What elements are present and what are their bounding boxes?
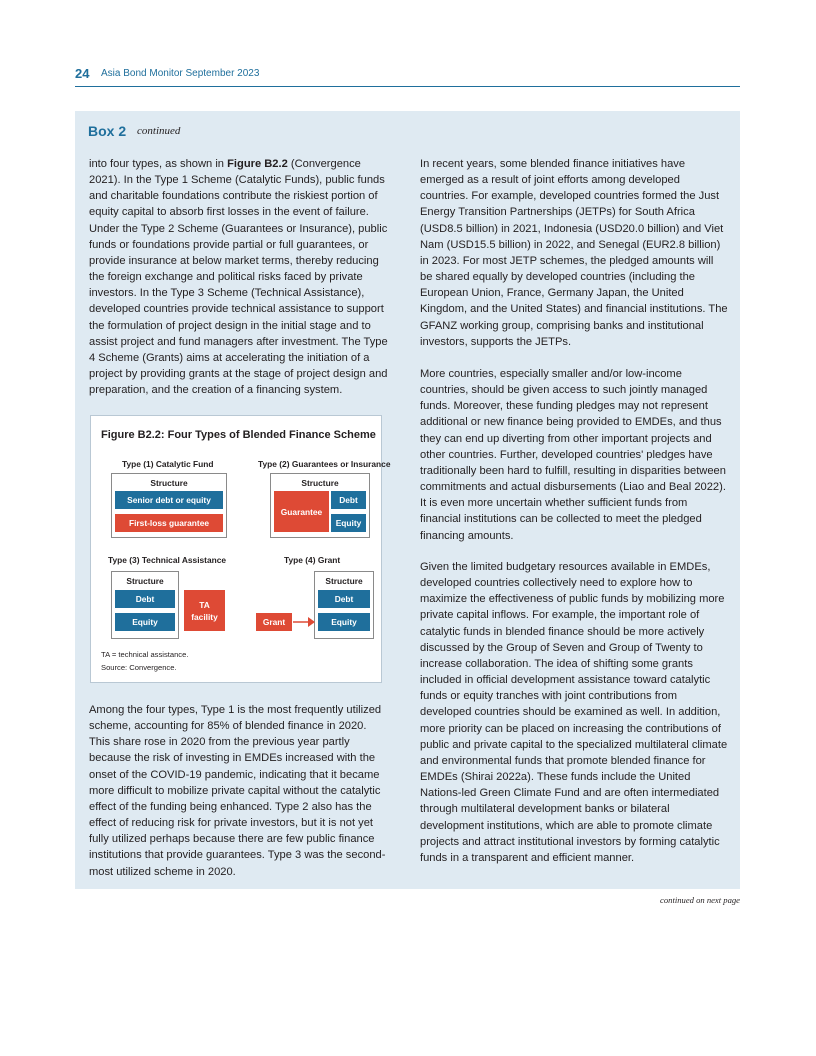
ta-line-2: facility bbox=[191, 611, 218, 622]
left-paragraph-1 bbox=[89, 156, 389, 398]
type4-grant-block: Grant bbox=[256, 613, 292, 631]
type2-equity-block: Equity bbox=[331, 514, 366, 532]
figure-title: Figure B2.2: Four Types of Blended Finance Scheme bbox=[101, 429, 376, 441]
type2-guarantee-block: Guarantee bbox=[274, 491, 329, 532]
page-header bbox=[75, 66, 740, 87]
type3-ta-facility-block bbox=[184, 590, 225, 631]
type3-equity-block: Equity bbox=[115, 613, 175, 631]
figure-note: TA = technical assistance. bbox=[101, 650, 189, 659]
type2-structure-label: Structure bbox=[301, 478, 339, 488]
paragraph-run: into four types, as shown in bbox=[89, 158, 228, 170]
type4-debt-block: Debt bbox=[318, 590, 370, 608]
type4-structure-label: Structure bbox=[325, 576, 363, 586]
right-paragraph-2: More countries, especially smaller and/or low-income countries, should be given access to such jointly managed funds. Moreover, these funding pledges may not represent additional or new finance being provided to EMDEs, and thus they can end up diverting from other important projects and other countries. Further, developed countries' pledges have traditionally been hard to fulfill, resulting in disparities between commitments and actual disbursements (Liao and Beal 2022). It is even more uncertain whether sufficient funds from financial institutions can be collected to meet the pledged financing amounts. bbox=[420, 368, 726, 542]
publication-title: Asia Bond Monitor September 2023 bbox=[101, 68, 260, 79]
type2-debt-block: Debt bbox=[331, 491, 366, 509]
box-2-panel bbox=[75, 111, 740, 889]
type1-structure-label: Structure bbox=[150, 478, 188, 488]
box-continued-label: continued bbox=[137, 125, 181, 137]
figure-reference: Figure B2.2 bbox=[227, 158, 288, 170]
type3-structure-label: Structure bbox=[126, 576, 164, 586]
paragraph-run: (Convergence 2021). In the Type 1 Scheme (Catalytic Funds), public funds and charitable foundations contribute the riskiest portion of equity capital to absorb first losses in the event of failure. Under the Type 2 Scheme (Guarantees or Insurance), public funds or foundations provide partial or full guarantees, or provide insurance at below market terms, thereby reducing the foreign exchange and political risks faced by private investors. In the Type 3 Scheme (Technical Assistance), developed countries provide technical assistance to support the formulation of project design in the initial stage and to assist project and fund managers after investment. The Type 4 Scheme (Grants) aims at accelerating the initiation of a project by providing grants at the stage of project design and preparation, and the creation of a financing system. bbox=[89, 158, 388, 397]
type3-debt-block: Debt bbox=[115, 590, 175, 608]
type2-title: Type (2) Guarantees or Insurance bbox=[258, 459, 391, 469]
right-paragraph-3: Given the limited budgetary resources available in EMDEs, developed countries collectively need to explore how to maximize the effectiveness of public funds by mobilizing more private capital inflows. For example, the important role of catalytic funds in blended finance should be more actively discussed by the Group of Seven and Group of Twenty to increase collaboration. The idea of shifting some grants included in official development assistance toward catalytic funds or equity tranches with joint contributions from developed countries should be examined as well. In addition, more priority can be placed on increasing the contributions of public and private capital to the specialized multilateral climate and environmental funds that promote blended finance for EMDEs (Shirai 2022a). These funds include the United Nations-led Green Climate Fund and are often intermediated through multilateral development banks or bilateral development institutions, which are able to promote climate projects and attract institutional investors by forming catalytic funds in a transparent and efficient manner. bbox=[420, 561, 728, 864]
box-label: Box 2 bbox=[88, 123, 127, 139]
ta-line-1: TA bbox=[199, 599, 210, 610]
type4-equity-block: Equity bbox=[318, 613, 370, 631]
arrow-right-icon bbox=[292, 616, 316, 628]
type1-senior-block: Senior debt or equity bbox=[115, 491, 223, 509]
type1-title: Type (1) Catalytic Fund bbox=[122, 459, 214, 469]
type3-title: Type (3) Technical Assistance bbox=[108, 555, 227, 565]
figure-source: Source: Convergence. bbox=[101, 663, 177, 672]
type1-first-loss-block: First-loss guarantee bbox=[115, 514, 223, 532]
figure-b2-2 bbox=[90, 415, 391, 683]
right-paragraph-1: In recent years, some blended finance initiatives have emerged as a result of joint efforts among developed countries. For example, developed countries formed the Just Energy Transition Partnerships (JETPs) for South Africa (USD8.5 billion) in 2021, Indonesia (USD20.0 billion) and Viet Nam (USD15.5 billion) in 2022, and Senegal (EUR2.8 billion) in 2023. For most JETP schemes, the pledged amounts will be shared equally by developed countries (including the European Union, France, Germany Japan, the United Kingdom, and the United States) and financial institutions. The GFANZ working group, comprising banks and institutional investors, supports the JETPs. bbox=[420, 158, 728, 348]
left-paragraph-2: Among the four types, Type 1 is the most frequently utilized scheme, accounting for 85% of blended finance in 2020. This share rose in 2020 from the previous year partly because the risk of investing in EMDEs increased with the onset of the COVID-19 pandemic, indicating that it became more difficult to mobilize private capital without the catalytic effect of the funding being enhanced. Type 2 also has the effect of reducing risk for private investors, but it is not yet fully utilized perhaps because there are few public finance institutions that provide guarantees. Type 3 was the second-most utilized scheme in 2020. bbox=[89, 704, 386, 878]
page-number: 24 bbox=[75, 66, 90, 81]
continued-next-page: continued on next page bbox=[660, 895, 740, 905]
type4-title: Type (4) Grant bbox=[284, 555, 341, 565]
